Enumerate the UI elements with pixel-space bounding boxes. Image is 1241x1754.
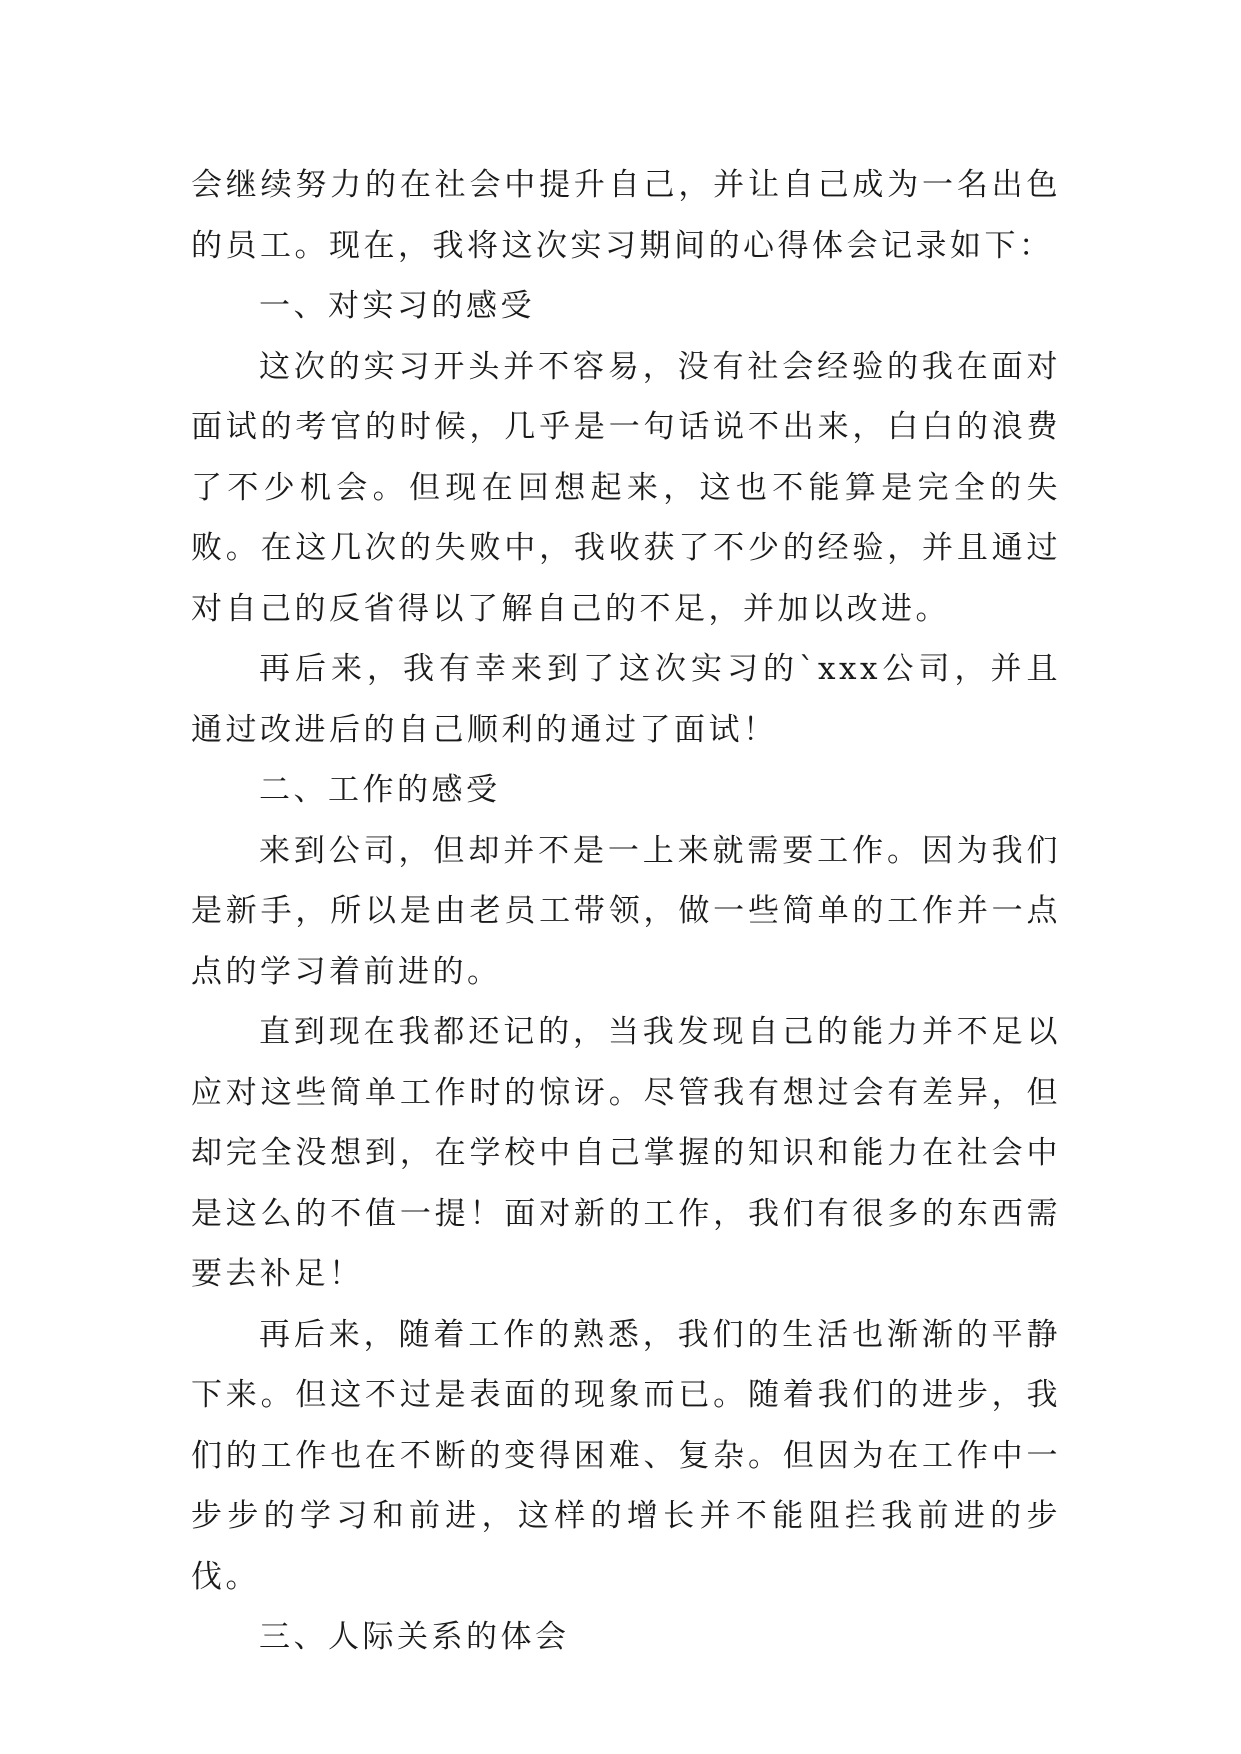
paragraph-surprise: 直到现在我都还记的，当我发现自己的能力并不足以应对这些简单工作时的惊讶。尽管我有想过会有差异，但却完全没想到，在学校中自己掌握的知识和能力在社会中是这么的不值一提！面对新的工作，我们有很多的东西需要去补足！	[191, 1014, 1061, 1292]
heading-internship-feeling: 一、对实习的感受	[259, 288, 535, 324]
paragraph-passed-interview: 再后来，我有幸来到了这次实习的`xxx公司，并且通过改进后的自己顺利的通过了面试！	[191, 651, 1061, 748]
heading-work-feeling: 二、工作的感受	[259, 772, 501, 808]
document-body	[191, 155, 1061, 1668]
heading-relationships: 三、人际关系的体会	[259, 1619, 570, 1655]
paragraph-newcomer: 来到公司，但却并不是一上来就需要工作。因为我们是新手，所以是由老员工带领，做一些简单的工作并一点点的学习着前进的。	[191, 832, 1061, 990]
paragraph-interview-difficulty: 这次的实习开头并不容易，没有社会经验的我在面对面试的考官的时候，几乎是一句话说不出来，白白的浪费了不少机会。但现在回想起来，这也不能算是完全的失败。在这几次的失败中，我收获了不少的经验，并且通过对自己的反省得以了解自己的不足，并加以改进。	[191, 348, 1061, 627]
paragraph-progress: 再后来，随着工作的熟悉，我们的生活也渐渐的平静下来。但这不过是表面的现象而已。随着我们的进步，我们的工作也在不断的变得困难、复杂。但因为在工作中一步步的学习和前进，这样的增长并不能阻拦我前进的步伐。	[191, 1316, 1061, 1595]
paragraph-continuation: 会继续努力的在社会中提升自己，并让自己成为一名出色的员工。现在，我将这次实习期间的心得体会记录如下：	[191, 167, 1061, 264]
